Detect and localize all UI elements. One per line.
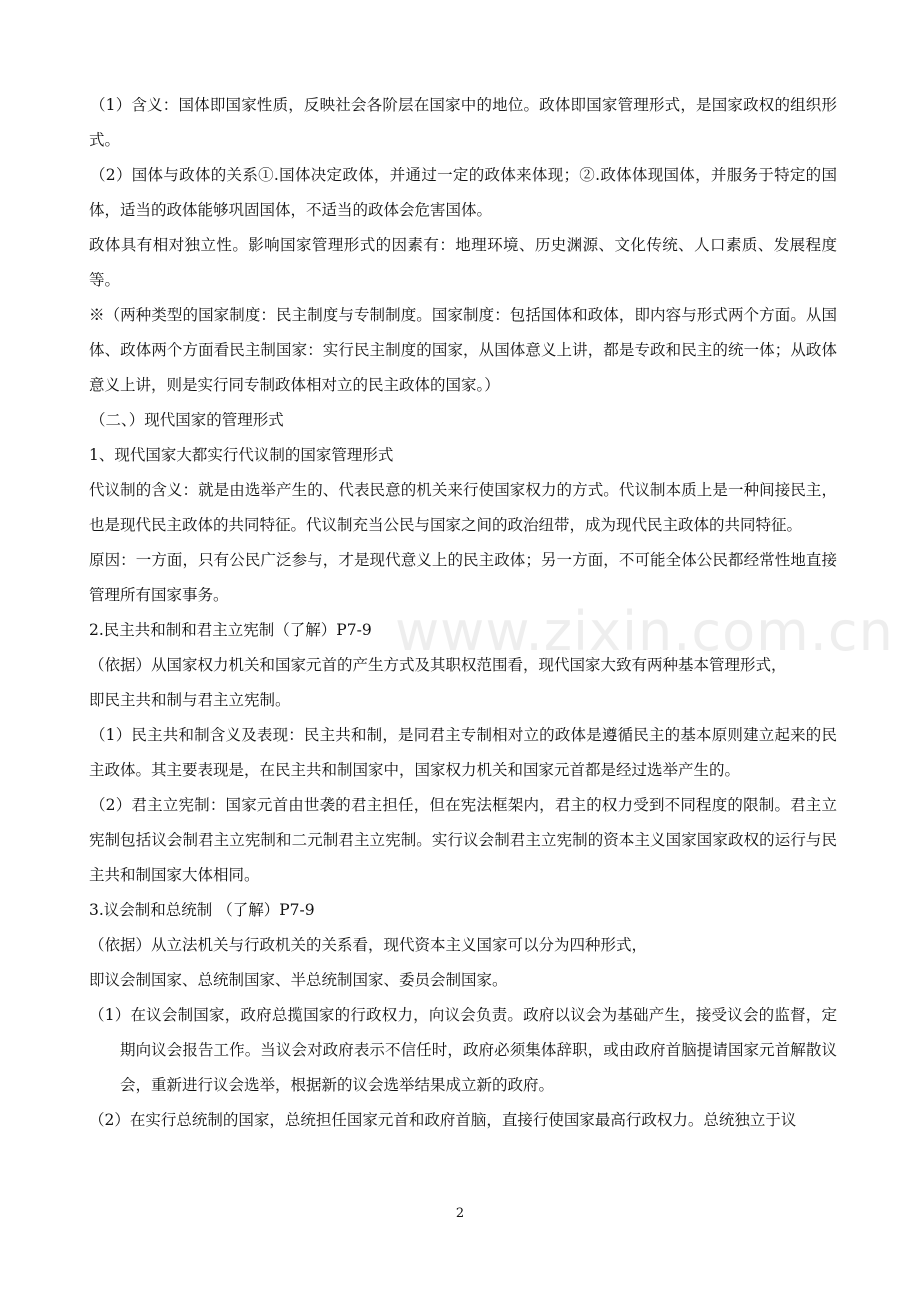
watermark-text: www.zixin.com.cn xyxy=(395,600,894,663)
paragraph-basis-1: （依据）从国家权力机关和国家元首的产生方式及其职权范围看，现代国家大致有两种基本管理形式， xyxy=(89,656,787,674)
paragraph-guoti-zhengti-relation: （2）国体与政体的关系①.国体决定政体，并通过一定的政体来体现；②.政体体现国体，并服务于特定的国体，适当的政体能够巩固国体，不适当的政体会危害国体。 xyxy=(89,166,837,219)
paragraph-zhengti-independence: 政体具有相对独立性。影响国家管理形式的因素有：地理环境、历史渊源、文化传统、人口素质、发展程度等。 xyxy=(89,236,837,289)
subheading-parliamentary-presidential: 3.议会制和总统制 （了解）P7-9 xyxy=(89,901,315,919)
paragraph-parliamentary-system: （1）在议会制国家，政府总揽国家的行政权力，向议会负责。政府以议会为基础产生，接受议会的监督，定期向议会报告工作。当议会对政府表示不信任时，政府必须集体辞职，或由政府首脑提请国家元首解散议会，重新进行议会选举，根据新的议会选举结果成立新的政府。 xyxy=(89,1006,837,1094)
document-body xyxy=(89,88,837,1138)
paragraph-reason: 原因：一方面，只有公民广泛参与，才是现代意义上的民主政体；另一方面，不可能全体公民都经常性地直接管理所有国家事务。 xyxy=(89,551,837,604)
subheading-republic-monarchy: 2.民主共和制和君主立宪制（了解）P7-9 xyxy=(89,621,372,639)
page-number: 2 xyxy=(455,1206,465,1221)
paragraph-guoti-meaning: （1）含义：国体即国家性质，反映社会各阶层在国家中的地位。政体即国家管理形式，是国家政权的组织形式。 xyxy=(89,96,837,149)
paragraph-constitutional-monarchy: （2）君主立宪制：国家元首由世袭的君主担任，但在宪法框架内，君主的权力受到不同程度的限制。君主立宪制包括议会制君主立宪制和二元制君主立宪制。实行议会制君主立宪制的资本主义国家国家政权的运行与民主共和制国家大体相同。 xyxy=(89,796,837,884)
paragraph-presidential-system: （2）在实行总统制的国家，总统担任国家元首和政府首脑，直接行使国家最高行政权力。总统独立于议 xyxy=(89,1111,797,1129)
section-heading-modern-state: （二、）现代国家的管理形式 xyxy=(90,411,284,429)
paragraph-basis-2-cont: 即议会制国家、总统制国家、半总统制国家、委员会制国家。 xyxy=(89,971,508,989)
paragraph-basis-1-cont: 即民主共和制与君主立宪制。 xyxy=(89,691,291,709)
paragraph-representative-definition: 代议制的含义：就是由选举产生的、代表民意的机关来行使国家权力的方式。代议制本质上是一种间接民主，也是现代民主政体的共同特征。代议制充当公民与国家之间的政治纽带，成为现代民主政体的共同特征。 xyxy=(89,481,837,534)
paragraph-basis-2: （依据）从立法机关与行政机关的关系看，现代资本主义国家可以分为四种形式， xyxy=(89,936,648,954)
subheading-representative-system: 1、现代国家大都实行代议制的国家管理形式 xyxy=(89,446,394,464)
paragraph-democratic-republic: （1）民主共和制含义及表现：民主共和制，是同君主专制相对立的政体是遵循民主的基本原则建立起来的民主政体。其主要表现是，在民主共和制国家中，国家权力机关和国家元首都是经过选举产生的。 xyxy=(89,726,837,779)
paragraph-state-system-note: ※（两种类型的国家制度：民主制度与专制制度。国家制度：包括国体和政体，即内容与形式两个方面。从国体、政体两个方面看民主制国家：实行民主制度的国家，从国体意义上讲，都是专政和民主的统一体；从政体意义上讲，则是实行同专制政体相对立的民主政体的国家。） xyxy=(89,306,837,394)
